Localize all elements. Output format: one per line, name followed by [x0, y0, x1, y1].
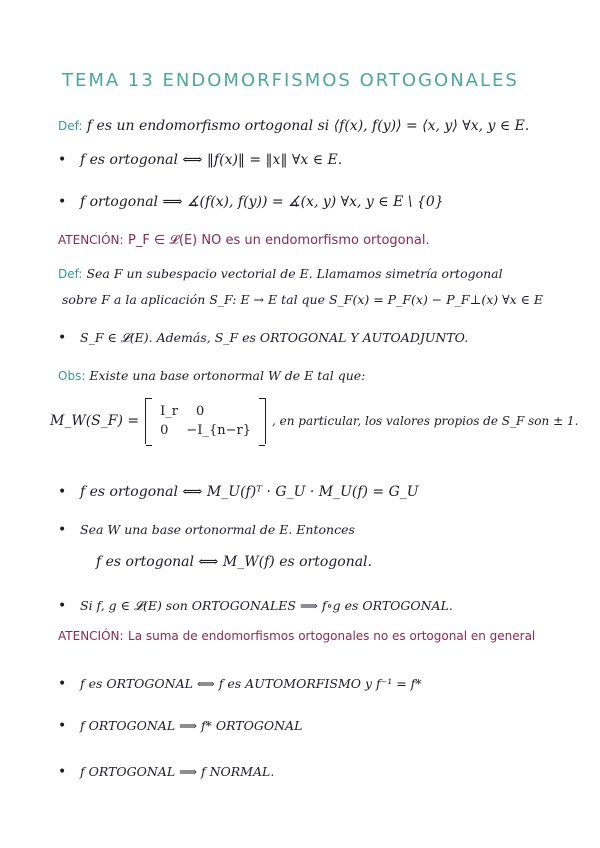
bullet-3: S_F ∈ 𝓛(E). Además, S_F es ORTOGONAL Y AUTOADJUNTO.: [80, 330, 469, 345]
matrix-after-text: , en particular, los valores propios de S_F son ± 1.: [271, 414, 579, 428]
bullet-9: f ORTOGONAL ⟹ f NORMAL.: [80, 764, 275, 779]
matrix-label: M_W(S_F) =: [50, 413, 140, 429]
def2-tag: Def:: [58, 267, 83, 281]
page-title: TEMA 13 ENDOMORFISMOS ORTOGONALES: [62, 70, 519, 91]
matrix-cell: I_r: [160, 404, 178, 419]
bullet-dot: •: [58, 764, 67, 780]
block-matrix: [145, 398, 266, 444]
attention-1-tag: ATENCIÓN:: [58, 233, 124, 247]
attention-2-tag: ATENCIÓN:: [58, 629, 124, 643]
def2-line-2: sobre F a la aplicación S_F: E → E tal que S_F(x) = P_F(x) − P_F⊥(x) ∀x ∈ E: [62, 292, 544, 307]
def2-text-1: Sea F un subespacio vectorial de E. Llamamos simetría ortogonal: [86, 266, 503, 281]
matrix-row-1: [154, 402, 257, 421]
bullet-5-line-1: Sea W una base ortonormal de E. Entonces: [80, 522, 355, 537]
matrix-cell: 0: [196, 404, 205, 419]
def2-line-1: [58, 266, 503, 281]
bullet-6: Si f, g ∈ 𝓛(E) son ORTOGONALES ⟹ f∘g es ORTOGONAL.: [80, 598, 453, 613]
bullet-dot: •: [58, 598, 67, 614]
def1-line: [58, 118, 529, 134]
matrix-row-2: [154, 421, 257, 440]
attention-2-line: [58, 628, 535, 644]
bullet-4: f es ortogonal ⟺ M_U(f)ᵀ · G_U · M_U(f) = G_U: [80, 484, 419, 500]
bullet-7: f es ORTOGONAL ⟺ f es AUTOMORFISMO y f⁻¹ = f*: [80, 676, 422, 691]
attention-1-text: P_F ∈ 𝓛(E) NO es un endomorfismo ortogonal.: [128, 233, 430, 248]
obs-text: Existe una base ortonormal W de E tal que:: [89, 368, 366, 383]
bullet-dot: •: [58, 152, 67, 168]
def1-text: f es un endomorfismo ortogonal si ⟨f(x), f(y)⟩ = ⟨x, y⟩ ∀x, y ∈ E.: [86, 118, 530, 134]
bullet-1: f es ortogonal ⟺ ‖f(x)‖ = ‖x‖ ∀x ∈ E.: [80, 152, 343, 168]
attention-1-line: [58, 232, 430, 248]
bullet-5-line-2: f es ortogonal ⟺ M_W(f) es ortogonal.: [96, 554, 372, 570]
bullet-2: f ortogonal ⟹ ∡(f(x), f(y)) = ∡(x, y) ∀x, y ∈ E \ {0}: [80, 194, 444, 210]
matrix-cell: 0: [160, 423, 169, 438]
bullet-dot: •: [58, 330, 67, 346]
def1-tag: Def:: [58, 119, 83, 133]
bullet-dot: •: [58, 484, 67, 500]
bullet-dot: •: [58, 194, 67, 210]
bullet-dot: •: [58, 676, 67, 692]
bullet-dot: •: [58, 522, 67, 538]
bullet-8: f ORTOGONAL ⟹ f* ORTOGONAL: [80, 718, 303, 733]
obs-line: [58, 368, 365, 383]
matrix-block: [50, 398, 578, 444]
obs-tag: Obs:: [58, 369, 86, 383]
bullet-dot: •: [58, 718, 67, 734]
attention-2-text: La suma de endomorfismos ortogonales no es ortogonal en general: [128, 629, 536, 643]
matrix-cell: −I_{n−r}: [186, 423, 251, 438]
